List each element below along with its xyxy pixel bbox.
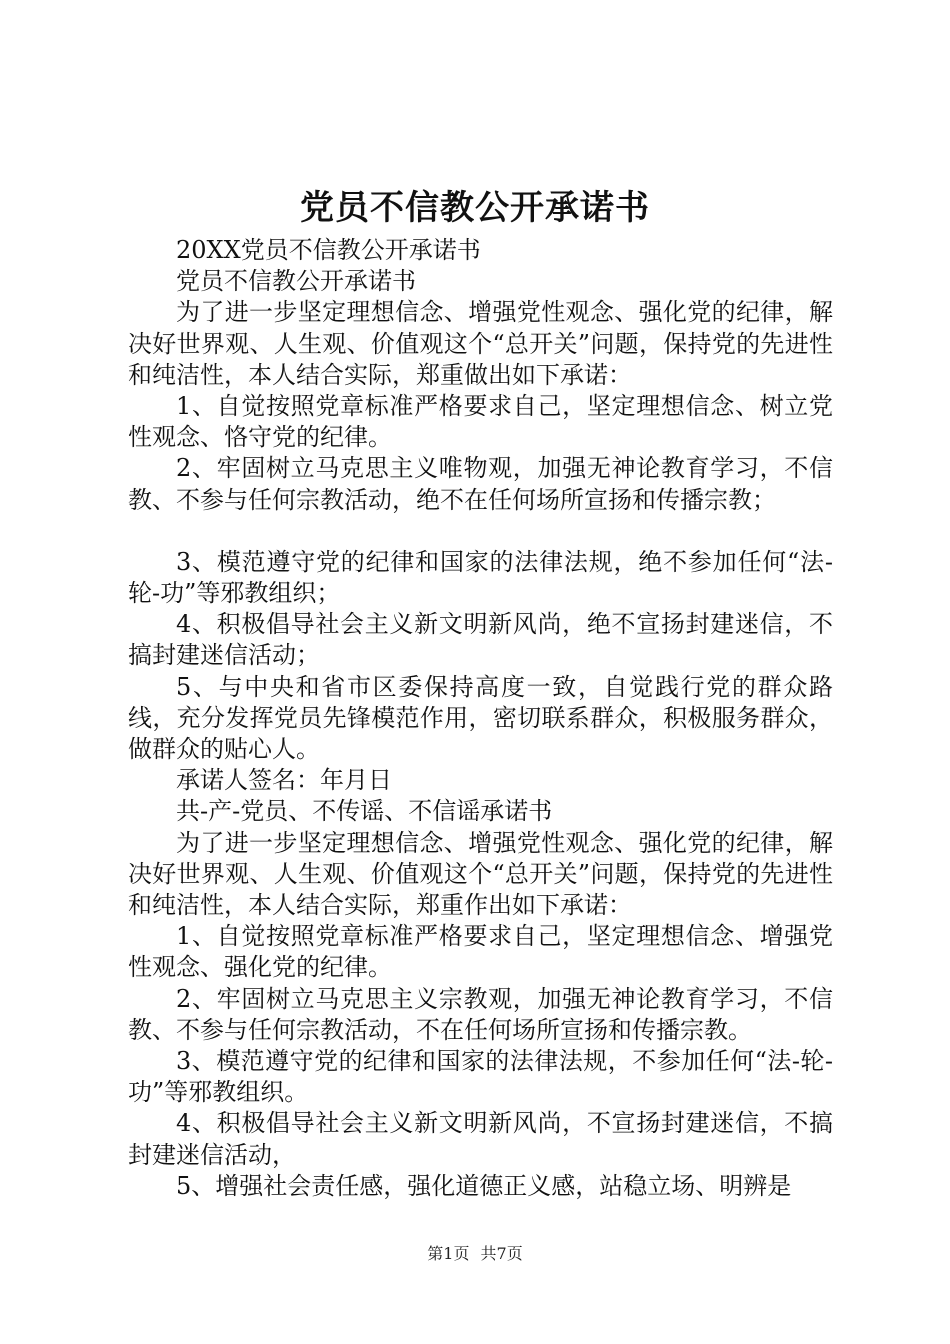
paragraph-second-item-1: 1、自觉按照党章标准严格要求自己，坚定理想信念、增强党性观念、强化党的纪律。 xyxy=(128,922,833,982)
page-total: 共7页 xyxy=(480,1244,523,1263)
paragraph-signature: 承诺人签名：年月日 xyxy=(176,766,392,795)
document-title: 党员不信教公开承诺书 xyxy=(300,188,650,228)
paragraph-second-item-5: 5、增强社会责任感，强化道德正义感，站稳立场、明辨是 xyxy=(176,1171,792,1200)
page-number: 第1页 xyxy=(427,1244,470,1263)
paragraph-intro: 为了进一步坚定理想信念、增强党性观念、强化党的纪律，解决好世界观、人生观、价值观这个“总开关”问题，保持党的先进性和纯洁性，本人结合实际，郑重做出如下承诺： xyxy=(128,298,833,389)
paragraph-item-1: 1、自觉按照党章标准严格要求自己，坚定理想信念、树立党性观念、恪守党的纪律。 xyxy=(128,392,833,452)
paragraph-second-item-4: 4、积极倡导社会主义新文明新风尚，不宣扬封建迷信，不搞封建迷信活动， xyxy=(128,1109,833,1169)
paragraph-second-item-3: 3、模范遵守党的纪律和国家的法律法规，不参加任何“法-轮-功”等邪教组织。 xyxy=(128,1047,833,1107)
paragraph-item-2: 2、牢固树立马克思主义唯物观，加强无神论教育学习，不信教、不参与任何宗教活动，绝不在任何场所宣扬和传播宗教； xyxy=(128,454,833,514)
page-footer xyxy=(0,1244,950,1264)
paragraph-subtitle: 党员不信教公开承诺书 xyxy=(176,267,416,296)
document-body xyxy=(128,235,833,1202)
paragraph-item-4: 4、积极倡导社会主义新文明新风尚，绝不宣扬封建迷信，不搞封建迷信活动； xyxy=(128,610,833,670)
paragraph-second-intro: 为了进一步坚定理想信念、增强党性观念、强化党的纪律，解决好世界观、人生观、价值观这个“总开关”问题，保持党的先进性和纯洁性，本人结合实际，郑重作出如下承诺： xyxy=(128,828,833,920)
paragraph-second-title: 共-产-党员、不传谣、不信谣承诺书 xyxy=(176,797,553,826)
paragraph-item-3: 3、模范遵守党的纪律和国家的法律法规，绝不参加任何“法-轮-功”等邪教组织； xyxy=(128,547,833,608)
paragraph-heading-year: 20XX党员不信教公开承诺书 xyxy=(176,236,481,264)
paragraph-item-5: 5、与中央和省市区委保持高度一致，自觉践行党的群众路线，充分发挥党员先锋模范作用，密切联系群众，积极服务群众，做群众的贴心人。 xyxy=(128,672,833,764)
paragraph-second-item-2: 2、牢固树立马克思主义宗教观，加强无神论教育学习，不信教、不参与任何宗教活动，不在任何场所宣扬和传播宗教。 xyxy=(128,984,833,1044)
